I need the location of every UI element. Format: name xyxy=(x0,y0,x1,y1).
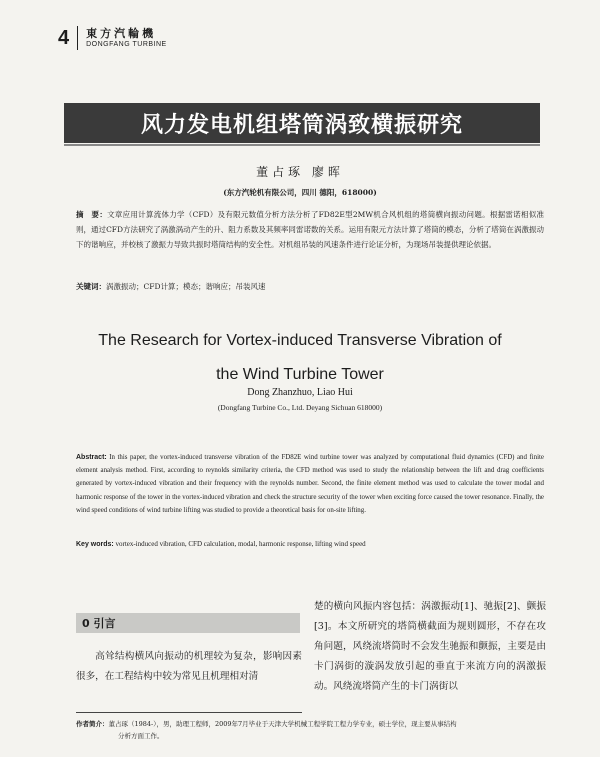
abstract-en-label: Abstract: xyxy=(76,454,107,461)
footnote-text-cont: 分析方面工作。 xyxy=(118,732,164,740)
affiliation-cn: (东方汽轮机有限公司，四川 德阳，618000) xyxy=(223,188,377,197)
page-header xyxy=(58,26,167,50)
journal-brand xyxy=(86,28,167,49)
author-footnote xyxy=(76,718,546,742)
abstract-en-text: In this paper, the vortex-induced transverse vibration of the FD82E wind turbine tower was analyzed by computational fluid dynamics (CFD) and finite element analysis method. First, according to reynolds similarity criteria, the CFD method was used to study the relationship between the lift and drag coefficients generated by vortex-induced vibration and their frequency with the reynolds number. Second, the finite element method was used to calculate the tower modal and harmonic response of the tower in the vortex-induced vibration and check the structure security of the tower when exciting force caused the tower resonance. Finally, the wind speed conditions of wind turbine lifting was studied to provide a theoretical basis for on-site lifting. xyxy=(76,454,544,514)
keywords-en-label: Key words: xyxy=(76,541,114,548)
footnote-text: 董占琢（1984-），男，助理工程师，2009年7月毕业于天津大学机械工程学院工程力学专业，硕士学位，现主要从事结构 xyxy=(108,720,457,728)
keywords-en-text: vortex-induced vibration, CFD calculation, modal, harmonic response, lifting wind speed xyxy=(113,540,366,548)
paper-title-en-line1: The Research for Vortex-induced Transverse Vibration of xyxy=(98,332,502,349)
paper-title-cn: 风力发电机组塔筒涡致横振研究 xyxy=(140,112,463,138)
header-divider xyxy=(77,26,78,50)
body-left-column: 高耸结构横风向振动的机理较为复杂，影响因素很多，在工程结构中较为常见且机理相对清 xyxy=(76,651,302,682)
keywords-en xyxy=(76,540,544,548)
paper-title-en xyxy=(60,324,540,392)
abstract-cn-text: 文章应用计算流体力学（CFD）及有限元数值分析方法分析了FD82E型2MW机合风机组的塔筒横向振动问题。根据雷诺相似准则，通过CFD方法研究了涡激涡动产生的升、阻力系数及其频率同雷诺数的关系。运用有限元方法计算了塔筒的模态，分析了塔筒在涡激振动下的谐响应，并校核了激振力导致共振时塔筒结构的安全性。对机组吊装的风速条件进行论证分析，为现场吊装提供理论依据。 xyxy=(76,210,544,249)
keywords-cn-text: 涡激振动；CFD计算；模态；谐响应；吊装风速 xyxy=(106,282,266,291)
abstract-cn xyxy=(76,207,544,252)
paper-title-en-line2: the Wind Turbine Tower xyxy=(216,366,384,383)
abstract-en xyxy=(76,451,544,517)
footnote-rule xyxy=(76,712,302,713)
section-heading-box xyxy=(76,613,300,633)
body-right-column: 楚的横向风振内容包括：涡激振动[1]、驰振[2]、颤振[3]。本文所研究的塔筒横截面为规则圆形，不存在攻角问题，风绕流塔筒时不会发生驰振和颤振，主要是由卡门涡街的漩涡发放引起的垂直于来流方向的涡激振动。风绕流塔筒产生的卡门涡街以 xyxy=(314,601,546,692)
journal-name-cn: 東方汽輪機 xyxy=(86,26,157,40)
keywords-cn xyxy=(76,281,544,292)
title-banner xyxy=(64,103,540,143)
authors-cn: 董占琢 廖晖 xyxy=(256,165,344,179)
journal-name-en: DONGFANG TURBINE xyxy=(86,40,167,48)
footnote-label: 作者简介： xyxy=(76,720,109,728)
keywords-cn-label: 关键词： xyxy=(76,282,106,291)
authors-en: Dong Zhanzhuo, Liao Hui xyxy=(247,387,353,398)
abstract-cn-label: 摘 要： xyxy=(76,210,108,219)
affiliation-en: (Dongfang Turbine Co., Ltd. Deyang Sichuan 618000) xyxy=(217,403,383,412)
section-heading: 0 引言 xyxy=(82,617,116,630)
page-number: 4 xyxy=(58,26,70,49)
